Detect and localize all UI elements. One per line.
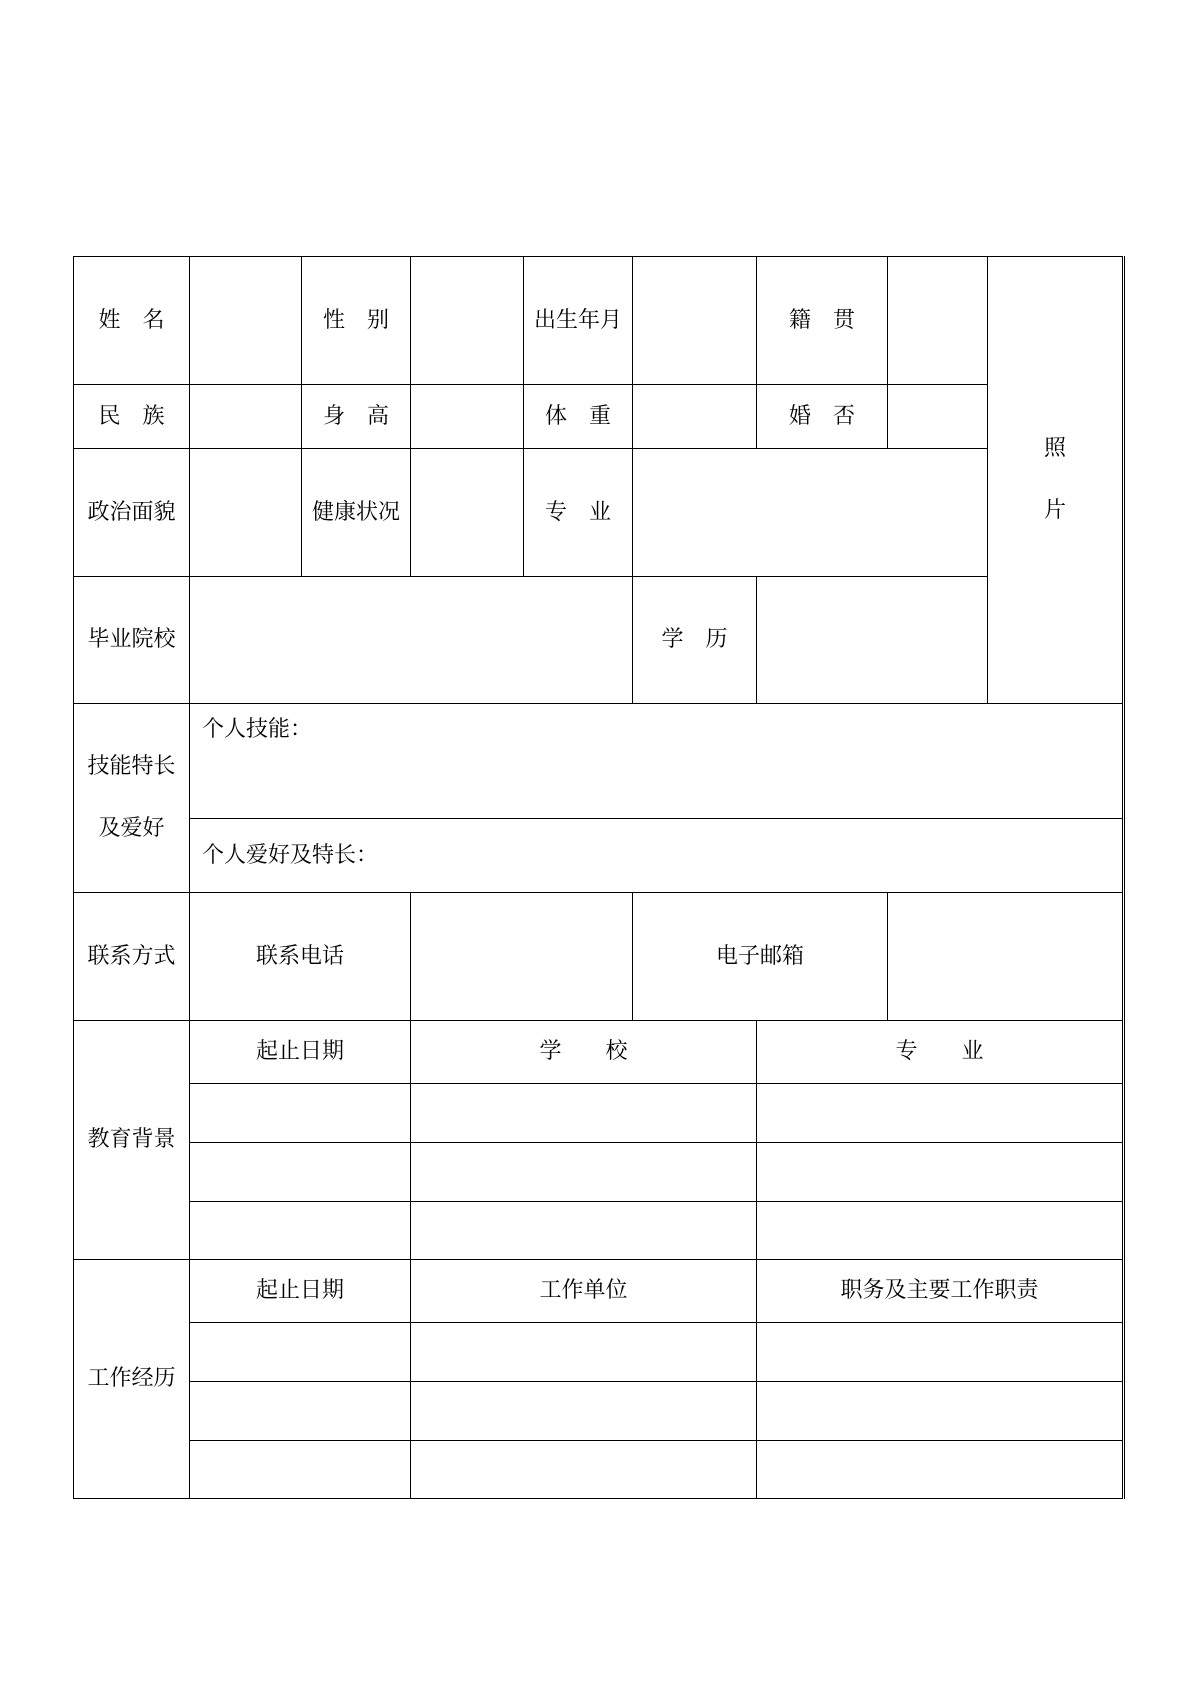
weight-field[interactable] — [633, 385, 757, 449]
photo-cell[interactable] — [988, 257, 1124, 704]
education-school-cell[interactable] — [411, 1084, 757, 1143]
graduate-school-label: 毕业院校 — [74, 577, 190, 704]
major-label: 专 业 — [524, 449, 633, 577]
marital-status-field[interactable] — [888, 385, 988, 449]
gender-field[interactable] — [411, 257, 524, 385]
hobbies-label: 个人爱好及特长： — [202, 842, 379, 868]
contact-section-label: 联系方式 — [74, 893, 190, 1021]
work-duties-cell[interactable] — [757, 1441, 1124, 1499]
work-header-employer: 工作单位 — [411, 1260, 757, 1323]
work-date-cell[interactable] — [190, 1441, 411, 1499]
ethnicity-field[interactable] — [190, 385, 302, 449]
gender-label: 性 别 — [302, 257, 411, 385]
work-header-date: 起止日期 — [190, 1260, 411, 1323]
work-row — [74, 1441, 1124, 1499]
height-field[interactable] — [411, 385, 524, 449]
work-row — [74, 1323, 1124, 1382]
education-row — [74, 1143, 1124, 1202]
health-status-label: 健康状况 — [302, 449, 411, 577]
work-date-cell[interactable] — [190, 1323, 411, 1382]
skills-section-label: 技能特长及爱好 — [74, 704, 190, 893]
work-employer-cell[interactable] — [411, 1382, 757, 1441]
birth-date-label: 出生年月 — [524, 257, 633, 385]
education-date-cell[interactable] — [190, 1202, 411, 1260]
email-label: 电子邮箱 — [633, 893, 888, 1021]
height-label: 身 高 — [302, 385, 411, 449]
education-section-label: 教育背景 — [74, 1021, 190, 1260]
work-row — [74, 1382, 1124, 1441]
education-major-cell[interactable] — [757, 1202, 1124, 1260]
resume-form-table — [73, 256, 1125, 1499]
weight-label: 体 重 — [524, 385, 633, 449]
photo-label: 照片 — [1043, 436, 1066, 523]
work-duties-cell[interactable] — [757, 1382, 1124, 1441]
health-status-field[interactable] — [411, 449, 524, 577]
personal-skills-label: 个人技能： — [202, 717, 313, 742]
education-row — [74, 1202, 1124, 1260]
degree-label: 学 历 — [633, 577, 757, 704]
education-school-cell[interactable] — [411, 1143, 757, 1202]
education-header-date: 起止日期 — [190, 1021, 411, 1084]
work-header-duties: 职务及主要工作职责 — [757, 1260, 1124, 1323]
education-header-major: 专 业 — [757, 1021, 1124, 1084]
education-school-cell[interactable] — [411, 1202, 757, 1260]
name-label: 姓 名 — [74, 257, 190, 385]
education-major-cell[interactable] — [757, 1084, 1124, 1143]
work-employer-cell[interactable] — [411, 1323, 757, 1382]
name-field[interactable] — [190, 257, 302, 385]
ethnicity-label: 民 族 — [74, 385, 190, 449]
hobbies-field[interactable] — [190, 819, 1124, 893]
native-place-label: 籍 贯 — [757, 257, 888, 385]
personal-skills-field[interactable] — [190, 704, 1124, 819]
work-section-label: 工作经历 — [74, 1260, 190, 1499]
political-status-label: 政治面貌 — [74, 449, 190, 577]
political-status-field[interactable] — [190, 449, 302, 577]
education-major-cell[interactable] — [757, 1143, 1124, 1202]
education-row — [74, 1084, 1124, 1143]
major-field[interactable] — [633, 449, 988, 577]
phone-field[interactable] — [411, 893, 633, 1021]
education-header-school: 学 校 — [411, 1021, 757, 1084]
native-place-field[interactable] — [888, 257, 988, 385]
email-field[interactable] — [888, 893, 1124, 1021]
education-date-cell[interactable] — [190, 1143, 411, 1202]
graduate-school-field[interactable] — [190, 577, 633, 704]
work-employer-cell[interactable] — [411, 1441, 757, 1499]
phone-label: 联系电话 — [190, 893, 411, 1021]
degree-field[interactable] — [757, 577, 988, 704]
work-duties-cell[interactable] — [757, 1323, 1124, 1382]
birth-date-field[interactable] — [633, 257, 757, 385]
education-date-cell[interactable] — [190, 1084, 411, 1143]
marital-status-label: 婚 否 — [757, 385, 888, 449]
work-date-cell[interactable] — [190, 1382, 411, 1441]
